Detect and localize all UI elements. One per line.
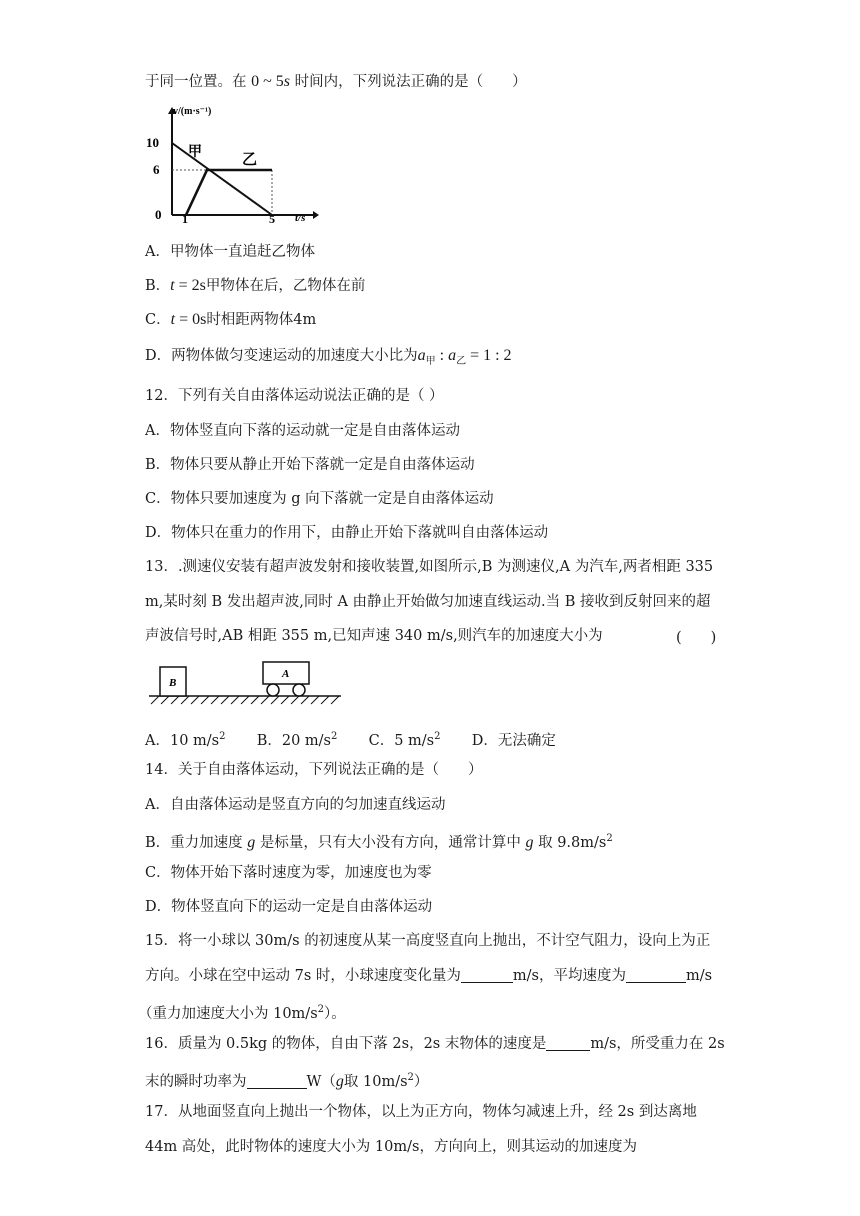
q13-label-b: B xyxy=(169,677,177,689)
q15-line-1: 15．将一小球以 30m/s 的初速度从某一高度竖直向上抛出，不计空气阻力，设向上为正 xyxy=(145,933,711,949)
q14-option-b-post: 取 9.8m/s xyxy=(538,834,607,851)
q11-line-yi xyxy=(186,170,272,215)
q11-option-d-sub-yi: 乙 xyxy=(456,355,467,367)
q11-option-b-t: t xyxy=(170,277,175,294)
q16-blank-power[interactable] xyxy=(247,1072,307,1089)
q13-ground-hatching xyxy=(151,696,339,704)
q11-x-tick-5: 5 xyxy=(269,212,275,224)
q11-option-b-eq: = 2s xyxy=(174,277,206,294)
q15-line-3-a: （重力加速度大小为 10m/s xyxy=(138,1005,318,1022)
q16-line-2 xyxy=(145,1068,428,1092)
q13-label-a: A xyxy=(282,668,290,680)
q11-x-label: t/s xyxy=(295,212,306,224)
q13-figure xyxy=(145,658,345,708)
q11-option-d-ratio: = 1 : 2 xyxy=(466,347,512,364)
q11-x-arrow xyxy=(313,211,319,219)
q16-line-1 xyxy=(145,1034,725,1054)
q11-option-d-sub-jia: 甲 xyxy=(425,355,436,367)
q13-line-2: m,某时刻 B 发出超声波,同时 A 由静止开始做匀加速直线运动.当 B 接收到反射回来的超 xyxy=(145,594,711,610)
q14-option-a: A．自由落体运动是竖直方向的匀加速直线运动 xyxy=(145,797,446,813)
q14-option-b xyxy=(145,829,613,853)
q12-option-c: C．物体只要加速度为 g 向下落就一定是自由落体运动 xyxy=(145,491,494,507)
q12-option-d: D．物体只在重力的作用下，由静止开始下落就叫自由落体运动 xyxy=(145,525,549,541)
q11-stem xyxy=(145,72,527,92)
q16-line-1-a: 16．质量为 0.5kg 的物体，自由下落 2s，2s 末物体的速度是 xyxy=(145,1036,547,1052)
q13-wheel-right xyxy=(293,684,305,696)
q17-line-1: 17．从地面竖直向上抛出一个物体，以上为正方向，物体匀减速上升，经 2s 到达离地 xyxy=(145,1104,697,1120)
q16-blank-velocity[interactable] xyxy=(546,1034,590,1051)
q11-range-unit: s xyxy=(283,73,290,90)
q16-line-2-sq: 2 xyxy=(407,1072,414,1083)
q14-option-d: D．物体竖直向下的运动一定是自由落体运动 xyxy=(145,899,433,915)
q16-line-2-c: 取 10m/s xyxy=(343,1073,408,1090)
q11-option-d-colon: : xyxy=(435,347,449,364)
q11-option-c-prefix: C． xyxy=(145,312,171,328)
q11-range-tilde: ~ xyxy=(259,73,276,90)
q17-line-2: 44m 高处，此时物体的速度大小为 10m/s，方向向上，则其运动的加速度为 xyxy=(145,1139,637,1155)
q15-line-2-b: m/s，平均速度为 xyxy=(512,968,626,984)
q14-option-c: C．物体开始下落时速度为零，加速度也为零 xyxy=(145,865,432,881)
q11-origin: 0 xyxy=(155,207,162,222)
q11-option-d xyxy=(145,346,512,372)
q11-label-yi: 乙 xyxy=(242,152,258,168)
q15-blank-average-velocity[interactable] xyxy=(626,966,686,983)
q15-blank-velocity-change[interactable] xyxy=(461,966,513,983)
q13-options xyxy=(145,727,556,751)
q11-option-c-t: t xyxy=(170,311,176,328)
q11-option-b xyxy=(145,276,365,296)
q15-line-3-b: ）。 xyxy=(324,1005,346,1022)
q13-answer-paren: ( ) xyxy=(676,630,717,646)
q11-option-d-a1: a xyxy=(417,347,426,364)
q13-line-3: 声波信号时,AB 相距 355 m,已知声速 340 m/s,则汽车的加速度大小为 xyxy=(145,628,603,644)
q14-option-b-g2: g xyxy=(525,833,534,851)
q11-option-c-text: 时相距两物体4m xyxy=(206,312,317,328)
q13-line-1: 13．.测速仪安装有超声波发射和接收装置,如图所示,B 为测速仪,A 为汽车,两者相距 335 xyxy=(145,559,714,575)
q11-label-jia: 甲 xyxy=(188,145,202,160)
q11-y-tick-10: 10 xyxy=(146,135,159,150)
q11-option-d-a2: a xyxy=(448,347,457,364)
q12-option-a: A．物体竖直向下落的运动就一定是自由落体运动 xyxy=(145,423,460,439)
q16-line-2-g: g xyxy=(335,1072,344,1090)
q11-range-end: 5 xyxy=(275,73,284,90)
q13-option-c: C．5 $m/s^2$ xyxy=(368,731,441,749)
q12-stem: 12．下列有关自由落体运动说法正确的是（ ） xyxy=(145,388,444,404)
q15-line-2-a: 方向。小球在空中运动 7s 时，小球速度变化量为 xyxy=(145,968,461,984)
q15-line-2 xyxy=(145,966,712,986)
q13-option-b: B．20 $m/s^2$ xyxy=(256,731,338,749)
q14-option-b-sq: 2 xyxy=(606,833,613,844)
q11-x-tick-1: 1 xyxy=(182,212,188,224)
q15-line-3 xyxy=(138,1000,346,1024)
q15-line-3-sq: 2 xyxy=(317,1004,325,1015)
q12-option-b: B．物体只要从静止开始下落就一定是自由落体运动 xyxy=(145,457,475,473)
q11-y-tick-6: 6 xyxy=(153,162,160,177)
q16-line-2-b: W（ xyxy=(306,1073,336,1090)
q14-option-b-mid: 是标量，只有大小没有方向，通常计算中 xyxy=(259,834,521,851)
q14-stem: 14．关于自由落体运动，下列说法正确的是（ ） xyxy=(145,762,483,778)
q11-option-c-eq: = 0s xyxy=(175,311,207,328)
q11-vt-graph xyxy=(145,102,320,224)
q11-option-b-text: 甲物体在后，乙物体在前 xyxy=(205,278,366,294)
q13-wheel-left xyxy=(267,684,279,696)
q11-option-b-prefix: B． xyxy=(145,278,171,294)
q16-line-2-d: ） xyxy=(413,1073,429,1090)
q11-option-c xyxy=(145,310,316,330)
q11-y-label: v/(m·s⁻¹) xyxy=(173,106,212,117)
q16-line-1-b: m/s，所受重力在 2s xyxy=(590,1036,725,1052)
q11-option-a: A．甲物体一直追赶乙物体 xyxy=(145,244,315,260)
q11-range-start: 0 xyxy=(251,73,260,90)
q13-option-a: A．10 $m/s^2$ xyxy=(145,731,226,749)
q11-option-d-text: D．两物体做匀变速运动的加速度大小比为 xyxy=(145,348,418,364)
q11-tail: 时间内，下列说法正确的是（ ） xyxy=(294,74,527,90)
q15-line-2-c: m/s xyxy=(685,968,713,984)
q13-option-d: D．无法确定 xyxy=(471,732,556,749)
q16-line-2-a: 末的瞬时功率为 xyxy=(145,1073,247,1090)
q14-option-b-pre: B．重力加速度 xyxy=(145,834,243,851)
q14-option-b-g: g xyxy=(247,833,256,851)
q11-intro: 于同一位置。在 xyxy=(145,74,247,90)
